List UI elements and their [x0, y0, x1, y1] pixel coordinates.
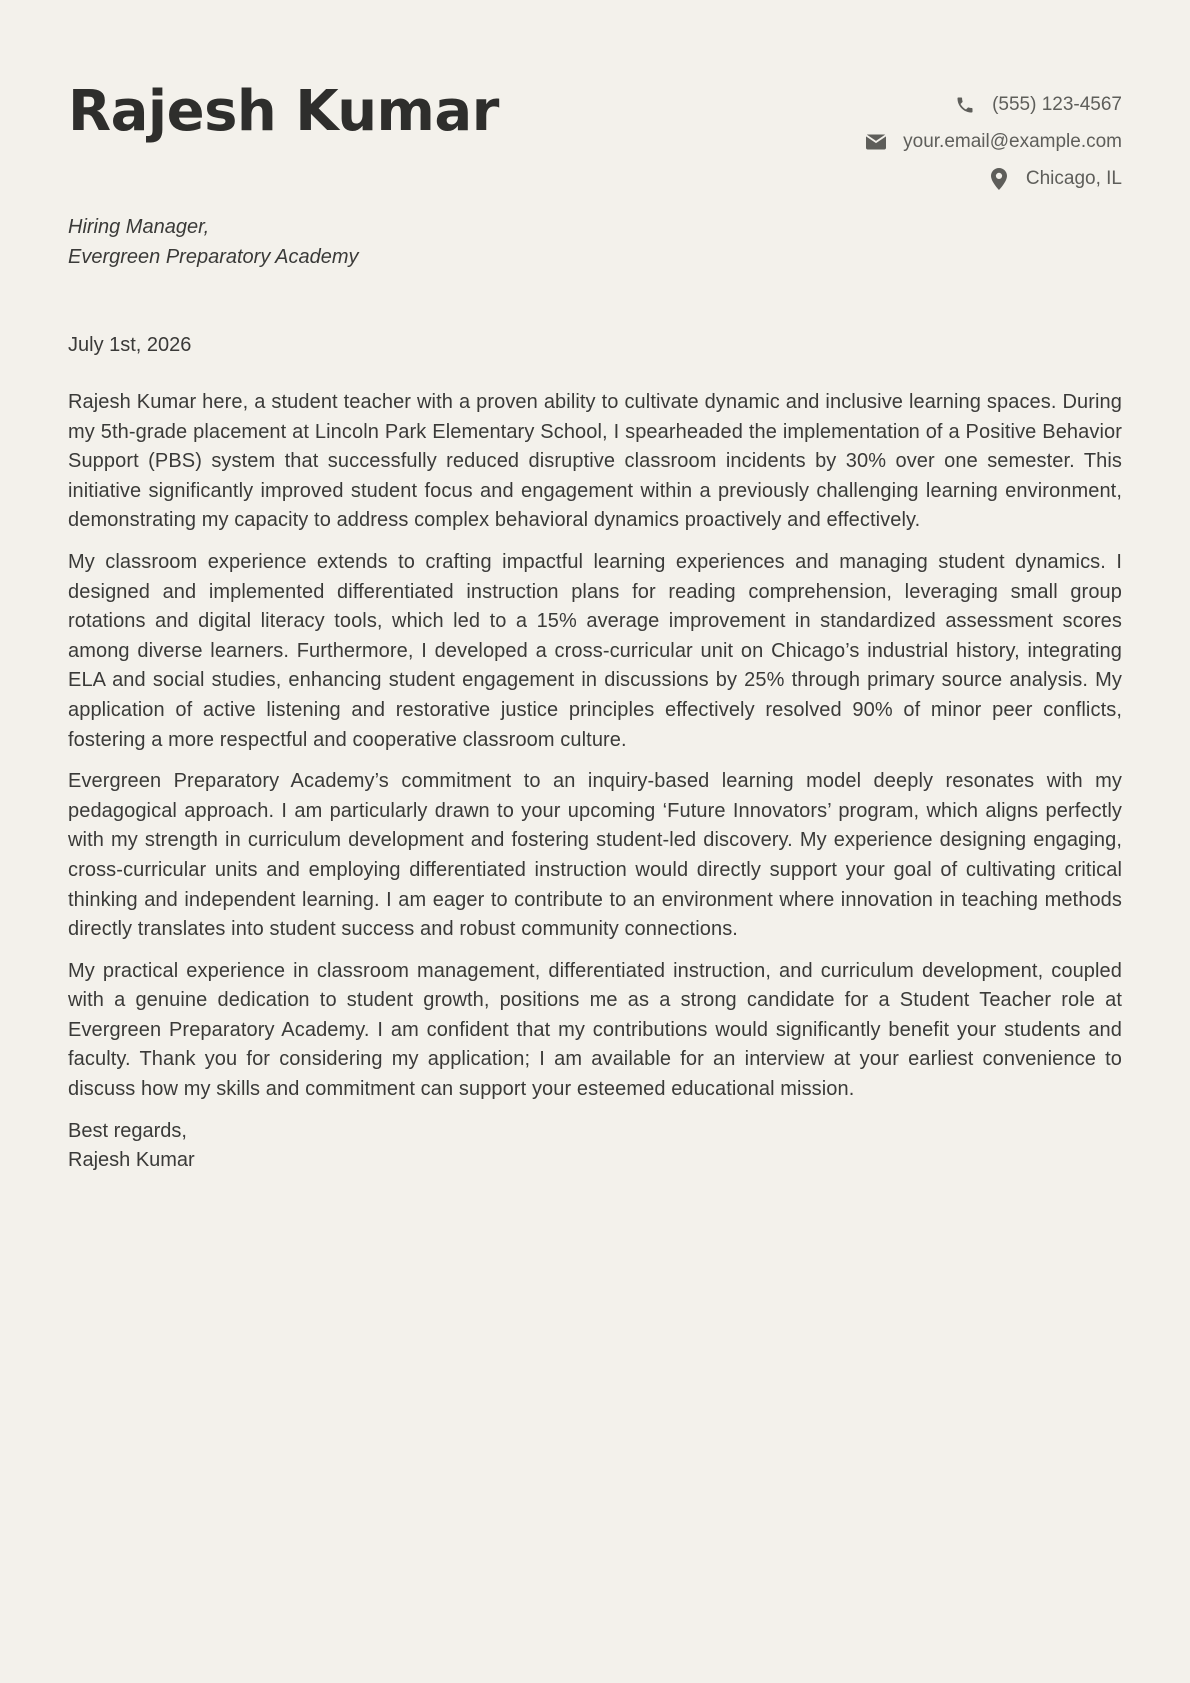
location-text: Chicago, IL — [1025, 168, 1122, 189]
envelope-icon — [865, 131, 887, 153]
applicant-name: Rajesh Kumar — [68, 79, 499, 144]
closing-salutation: Best regards, — [68, 1119, 187, 1142]
phone-text: (555) 123-4567 — [992, 94, 1122, 115]
letter-header — [68, 0, 1122, 212]
letter-date: July 1st, 2026 — [68, 334, 192, 356]
body-paragraph: My classroom experience extends to crafting impactful learning experiences and managing student dynamics. I designed and implemented differentiated instruction plans for reading comprehension, leveraging small group rotations and digital literacy tools, which led to a 15% average improvement in standardized assessment scores among diverse learners. Furthermore, I developed a cross-curricular unit on Chicago’s industrial history, integrating ELA and social studies, enhancing student engagement in discussions by 25% through primary source analysis. My application of active listening and restorative justice principles effectively resolved 90% of minor peer conflicts, fostering a more respectful and cooperative classroom culture. — [68, 550, 1122, 751]
recipient-block — [68, 212, 1122, 272]
body-paragraph: Evergreen Preparatory Academy’s commitment to an inquiry-based learning model deeply resonates with my pedagogical approach. I am particularly drawn to your upcoming ‘Future Innovators’ program, which aligns perfectly with my strength in curriculum development and fostering student-led discovery. My experience designing engaging, cross-curricular units and employing differentiated instruction would directly support your goal of cultivating critical thinking and independent learning. I am eager to contribute to an environment where innovation in teaching methods directly translates into student success and robust community connections. — [68, 770, 1122, 941]
contact-email — [865, 129, 1122, 154]
contact-phone — [954, 92, 1122, 117]
closing-signature: Rajesh Kumar — [68, 1149, 195, 1172]
body-paragraph: Rajesh Kumar here, a student teacher with a proven ability to cultivate dynamic and inclusive learning spaces. During my 5th-grade placement at Lincoln Park Elementary School, I spearheaded the implementation of a Positive Behavior Support (PBS) system that successfully reduced disruptive classroom incidents by 30% over one semester. This initiative significantly improved student focus and engagement within a previously challenging learning environment, demonstrating my capacity to address complex behavioral dynamics proactively and effectively. — [68, 391, 1122, 532]
letter-body — [68, 388, 1122, 1105]
body-paragraph: My practical experience in classroom management, differentiated instruction, and curriculum development, coupled with a genuine dedication to student growth, positions me as a strong candidate for a Student Teacher role at Evergreen Preparatory Academy. I am confident that my contributions would significantly benefit your students and faculty. Thank you for considering my application; I am available for an interview at your earliest convenience to discuss how my skills and commitment can support your esteemed educational mission. — [68, 959, 1122, 1101]
recipient-title: Hiring Manager, — [68, 216, 210, 238]
contact-block — [865, 92, 1122, 191]
map-pin-icon — [988, 168, 1010, 190]
email-text: your.email@example.com — [903, 131, 1122, 152]
recipient-organization: Evergreen Preparatory Academy — [68, 246, 359, 268]
contact-location — [988, 166, 1122, 191]
phone-icon — [954, 94, 976, 116]
letter-closing — [68, 1117, 1122, 1176]
